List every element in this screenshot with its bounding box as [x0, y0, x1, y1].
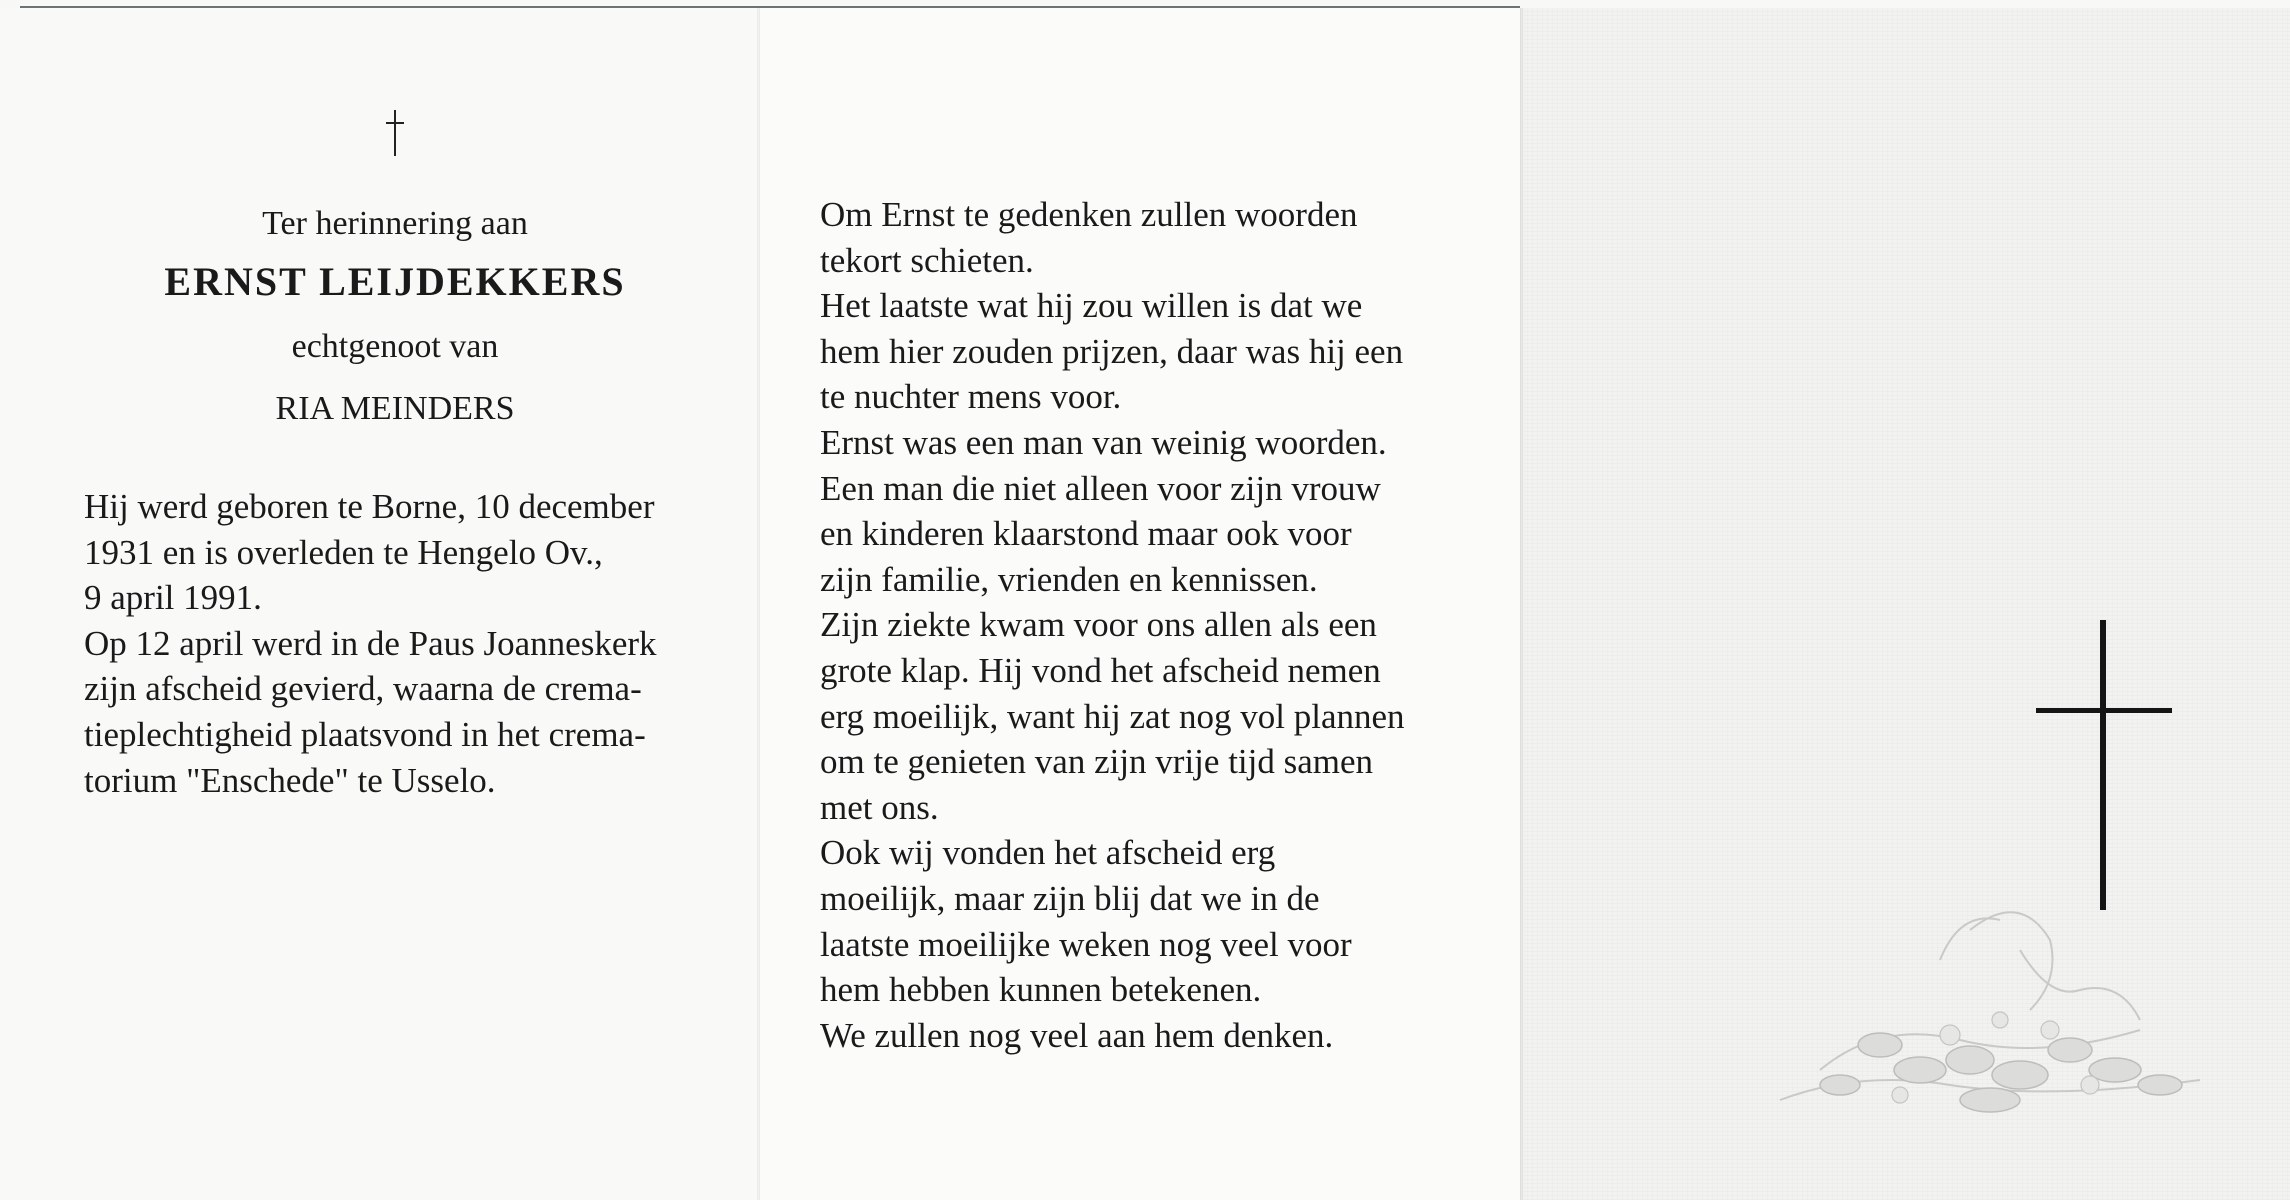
- text-line: Om Ernst te gedenken zullen woorden: [820, 195, 1358, 234]
- text-line: moeilijk, maar zijn blij dat we in de: [820, 878, 1320, 918]
- text-line: tekort schieten.: [820, 240, 1034, 280]
- deceased-name: ERNST LEIJDEKKERS: [164, 259, 626, 304]
- text-line: Zijn ziekte kwam voor ons allen als een: [820, 605, 1377, 645]
- cross-icon: [2036, 620, 2172, 910]
- text-line: met ons.: [820, 787, 939, 827]
- fold-line: [757, 8, 760, 1200]
- text-line: torium "Enschede" te Usselo.: [84, 760, 496, 800]
- text-line: om te genieten van zijn vrije tijd samen: [820, 742, 1374, 782]
- flowers-illustration: [1720, 870, 2240, 1130]
- text-line: hem hebben kunnen betekenen.: [820, 970, 1262, 1010]
- text-line: Een man die niet alleen voor zijn vrouw: [820, 468, 1381, 508]
- text-line: zijn afscheid gevierd, waarna de crema-: [84, 669, 642, 709]
- text-line: hem hier zouden prijzen, daar was hij een: [820, 331, 1404, 371]
- text-line: We zullen nog veel aan hem denken.: [820, 1015, 1334, 1055]
- text-line: 9 april 1991.: [84, 578, 262, 618]
- text-line: zijn familie, vrienden en kennissen.: [820, 559, 1318, 599]
- text-line: tieplechtigheid plaatsvond in het crema-: [84, 714, 646, 754]
- spouse-name: RIA MEINDERS: [275, 390, 515, 427]
- text-line: 1931 en is overleden te Hengelo Ov.,: [84, 532, 603, 572]
- text-line: laatste moeilijke weken nog veel voor: [820, 924, 1352, 964]
- spouse-label: echtgenoot van: [291, 328, 499, 365]
- text-line: Het laatste wat hij zou willen is dat we: [820, 286, 1363, 326]
- fold-line: [1520, 8, 1523, 1200]
- text-line: Op 12 april werd in de Paus Joanneskerk: [84, 623, 657, 663]
- text-line: Hij werd geboren te Borne, 10 december: [84, 487, 655, 526]
- text-line: erg moeilijk, want hij zat nog vol plannen: [820, 696, 1405, 736]
- text-line: en kinderen klaarstond maar ook voor: [820, 514, 1352, 554]
- text-line: te nuchter mens voor.: [820, 377, 1122, 417]
- in-memory-heading: Ter herinnering aan: [262, 205, 528, 242]
- text-line: Ook wij vonden het afscheid erg: [820, 833, 1276, 873]
- text-line: grote klap. Hij vond het afscheid nemen: [820, 650, 1381, 690]
- text-line: Ernst was een man van weinig woorden.: [820, 422, 1387, 462]
- small-cross-icon: [384, 110, 406, 156]
- biography-text: [84, 484, 704, 803]
- remembrance-text: [820, 192, 1440, 1058]
